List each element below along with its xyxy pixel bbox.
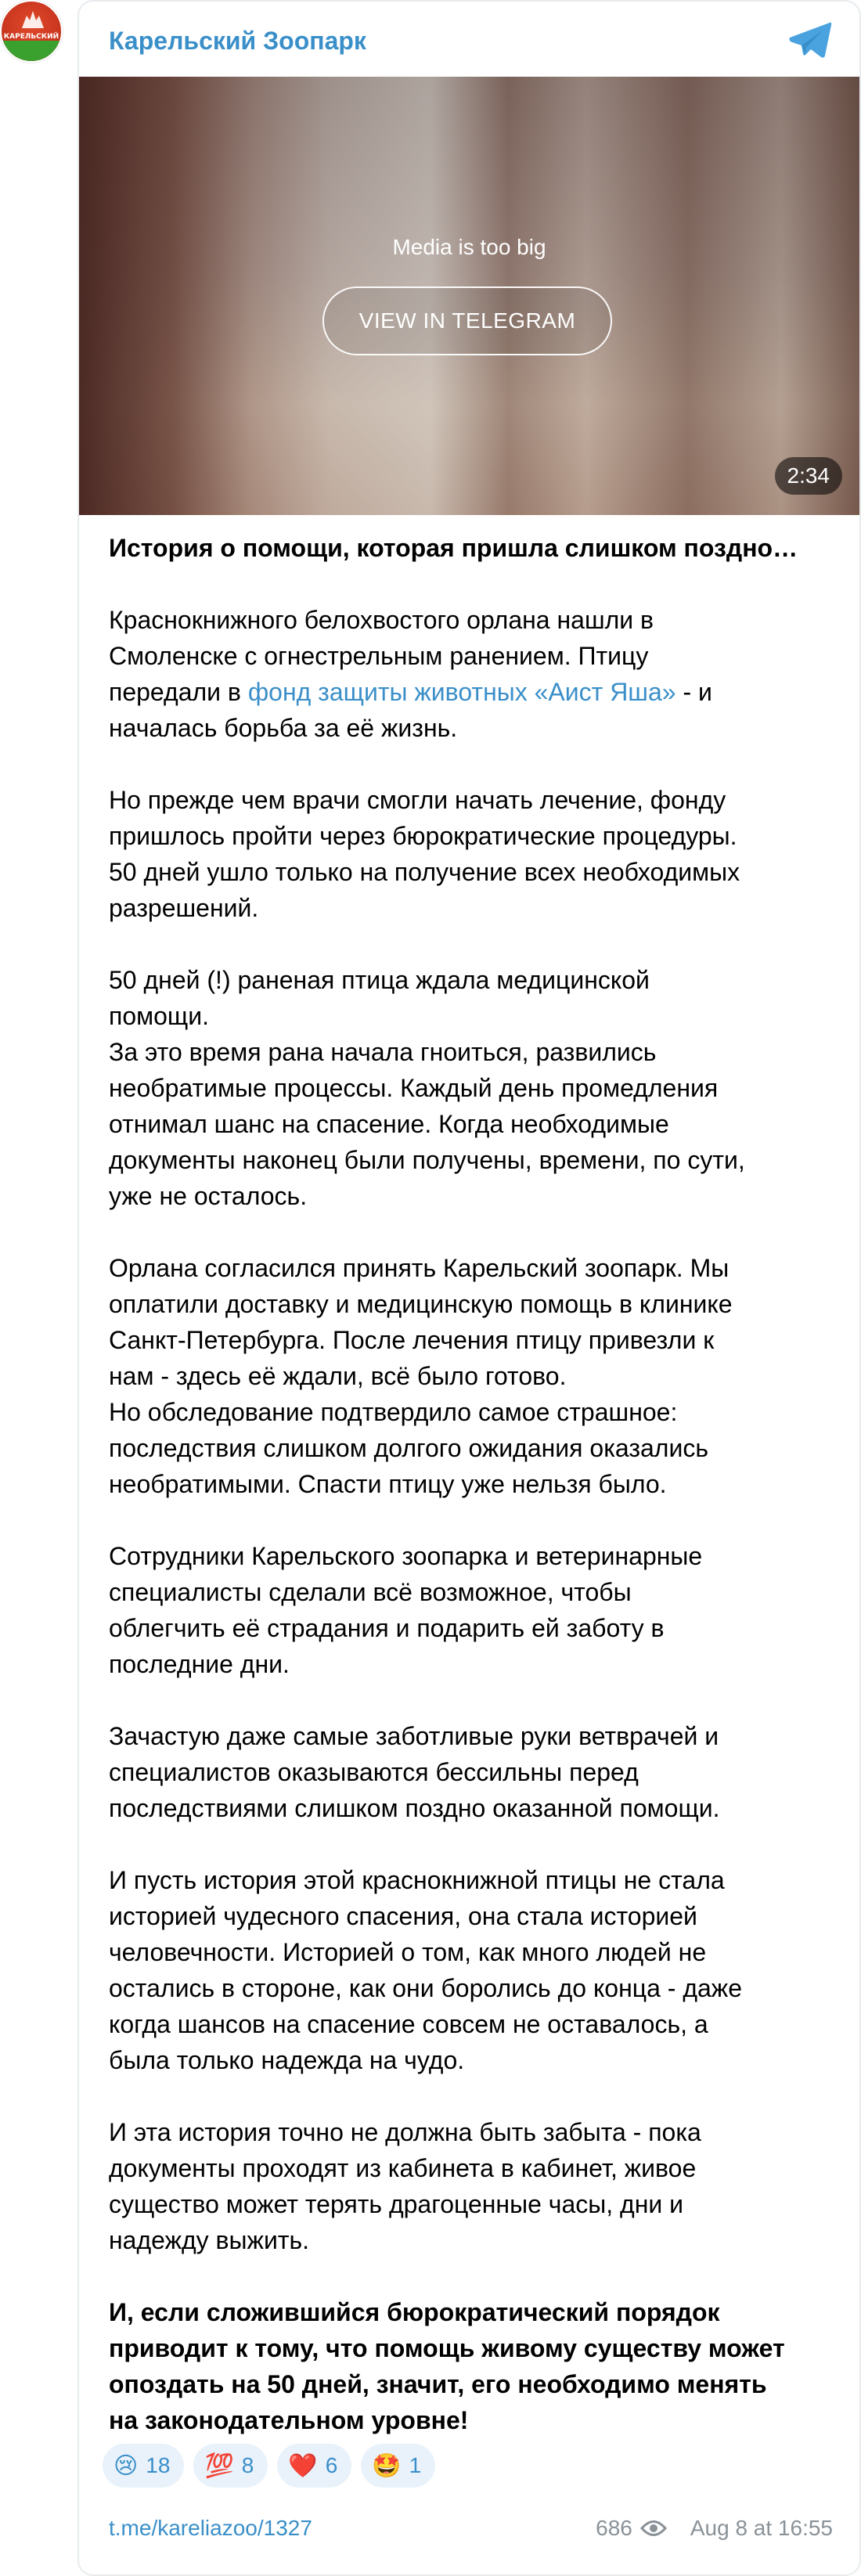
reaction-star-struck[interactable] (361, 2444, 435, 2488)
post-date: Aug 8 at 16:55 (690, 2516, 833, 2540)
zoo-logo-icon (20, 9, 45, 30)
post-permalink[interactable]: t.me/kareliazoo/1327 (109, 2516, 312, 2540)
paragraph-7: И пусть история этой краснокнижной птицы не стала историей чудесного спасения, она стала историей человечности. Историей о том, как много людей не остались в стороне, как они боролись до конца - даже когда шансов на спасение совсем не оставалось, а была только надежда на чудо. (109, 1866, 742, 2074)
reaction-count: 8 (241, 2453, 254, 2477)
paragraph-6: Зачастую даже самые заботливые руки ветврачей и специалистов оказываются бессильны перед последствиями слишком поздно оказанной помощи. (109, 1722, 720, 1822)
view-in-telegram-button[interactable]: VIEW IN TELEGRAM (322, 286, 612, 355)
reaction-crying[interactable] (103, 2444, 184, 2488)
reaction-count: 6 (325, 2453, 338, 2477)
avatar-grass (2, 41, 61, 61)
avatar-brand-text: КАРЕЛЬСКИЙ (3, 33, 59, 41)
paragraph-1: Краснокнижного белохвостого орлана нашли в Смоленске с огнестрельным ранением. Птицу передали в фонд защиты животных «Аист Яша» - и началась борьба за её жизнь. (109, 606, 712, 742)
reactions-bar (103, 2444, 435, 2488)
post-text (109, 530, 837, 2474)
paragraph-3: 50 дней (!) раненая птица ждала медицинской помощи. За это время рана начала гноиться, развились необратимые процессы. Каждый день промедления отнимал шанс на спасение. Когда необходимые документы наконец были получены, времени, по сути, уже не осталось. (109, 966, 745, 1210)
channel-name-link[interactable]: Карельский Зоопарк (109, 27, 366, 55)
fund-link[interactable]: фонд защиты животных «Аист Яша» (247, 678, 676, 706)
video-duration-badge: 2:34 (775, 457, 843, 495)
telegram-icon[interactable] (787, 20, 833, 59)
reaction-heart[interactable] (277, 2444, 351, 2488)
hundred-points-icon: 💯 (204, 2452, 234, 2480)
reaction-count: 1 (409, 2453, 422, 2477)
reaction-hundred[interactable] (193, 2444, 268, 2488)
star-struck-icon: 🤩 (372, 2452, 402, 2480)
paragraph-4: Орлана согласился принять Карельский зоопарк. Мы оплатили доставку и медицинскую помощь в клинике Санкт-Петербурга. После лечения птицу привезли к нам - здесь её ждали, всё было готово. Но обследование подтвердило самое страшное: последствия слишком долгого ожидания оказались необратимыми. Спасти птицу уже нельзя было. (109, 1254, 733, 1498)
post-card (77, 0, 861, 2576)
view-count: 686 (596, 2516, 632, 2540)
channel-avatar[interactable] (0, 0, 63, 63)
crying-face-icon: 😢 (113, 2452, 139, 2480)
heart-icon: ❤️ (288, 2452, 318, 2480)
paragraph-2: Но прежде чем врачи смогли начать лечение, фонду пришлось пройти через бюрократические процедуры. 50 дней ушло только на получение всех необходимых разрешений. (109, 786, 740, 922)
post-title: История о помощи, которая пришла слишком поздно… (109, 534, 798, 562)
media-too-big-message: Media is too big (392, 235, 546, 259)
post-footer (109, 2511, 833, 2545)
post-header (79, 2, 859, 77)
eye-icon (640, 2520, 667, 2537)
video-thumbnail[interactable] (79, 77, 859, 515)
paragraph-8: И эта история точно не должна быть забыта - пока документы проходят из кабинета в кабинет, живое существо может терять драгоценные часы, дни и надежду выжить. (109, 2118, 701, 2254)
reaction-count: 18 (146, 2453, 171, 2477)
paragraph-5: Сотрудники Карельского зоопарка и ветеринарные специалисты сделали всё возможное, чтобы облегчить её страдания и подарить ей заботу в последние дни. (109, 1542, 703, 1678)
paragraph-9-bold: И, если сложившийся бюрократический порядок приводит к тому, что помощь живому существу может опоздать на 50 дней, значит, его необходимо менять на законодательном уровне! (109, 2298, 785, 2434)
